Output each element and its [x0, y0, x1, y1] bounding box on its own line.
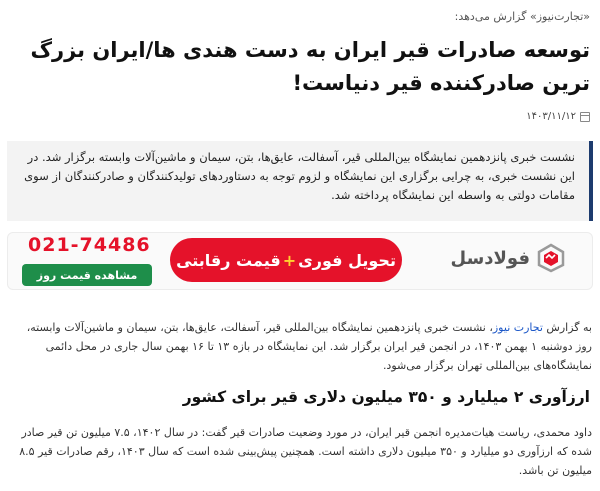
article-date: ۱۴۰۳/۱۱/۱۲ [526, 111, 576, 122]
view-price-button[interactable]: مشاهده قیمت روز [22, 264, 152, 286]
fooladsel-logo-icon [536, 243, 566, 273]
ad-banner[interactable] [7, 232, 593, 290]
article-subheading: ارزآوری ۲ میلیارد و ۳۵۰ میلیون دلاری قیر برای کشور [182, 388, 590, 406]
article-lead: نشست خبری پانزدهمین نمایشگاه بین‌المللی قیر، آسفالت، عایق‌ها، بتن، سیمان و ماشین‌آلات وابسته برگزار شد. در این نشست خبری، به چرایی برگزاری این نمایشگاه و لزوم توجه به دستاوردهای تولیدکنندگان و صادرکنندگان از سوی مقامات دولتی به واسطه این نمایشگاه پرداخته شد. [7, 141, 593, 221]
paragraph-text: ، نشست خبری پانزدهمین نمایشگاه بین‌المللی قیر، آسفالت، عایق‌ها، بتن، سیمان و ماشین‌آلات وابسته، روز دوشنبه ۱ بهمن ۱۴۰۳، در انجمن قیر ایران برگزار شد. این نمایشگاه در بازه ۱۳ تا ۱۶ بهمن سال جاری در محل دائمی نمایشگاه‌های بین‌المللی تهران برگزار می‌شود. [26, 321, 592, 372]
brand-logo[interactable] [451, 243, 566, 273]
article-kicker: «تجارت‌نیوز» گزارش می‌دهد: [454, 10, 590, 23]
article-meta [526, 111, 590, 122]
phone-number[interactable]: 021-74486 [28, 234, 151, 256]
promo-pill[interactable] [170, 238, 402, 282]
promo-plus: + [282, 250, 297, 270]
promo-competitive-price: قیمت رقابتی [176, 250, 281, 270]
article-title: توسعه صادرات قیر ایران به دست هندی ها/ایران بزرگ ترین صادرکننده قیر دنیاست! [30, 38, 590, 95]
article-paragraph-1 [8, 318, 592, 375]
paragraph-prefix: به گزارش [542, 321, 592, 334]
source-link[interactable]: تجارت نیوز [492, 321, 543, 334]
calendar-icon [580, 112, 590, 122]
brand-name: فولادسل [450, 247, 530, 269]
article-paragraph-2: داود محمدی، ریاست هیات‌مدیره انجمن قیر ایران، در مورد وضعیت صادرات قیر گفت: در سال ۱۴۰۲، ۷.۵ میلیون تن قیر صادر شده که ارزآوری دو میلیارد و ۳۵۰ میلیون دلاری داشته است. همچنین پیش‌بینی شده است که سال ۱۴۰۳، رقم صادرات قیر ۸.۵ میلیون تن باشد. [19, 426, 592, 477]
promo-fast-delivery: تحویل فوری [298, 250, 396, 270]
